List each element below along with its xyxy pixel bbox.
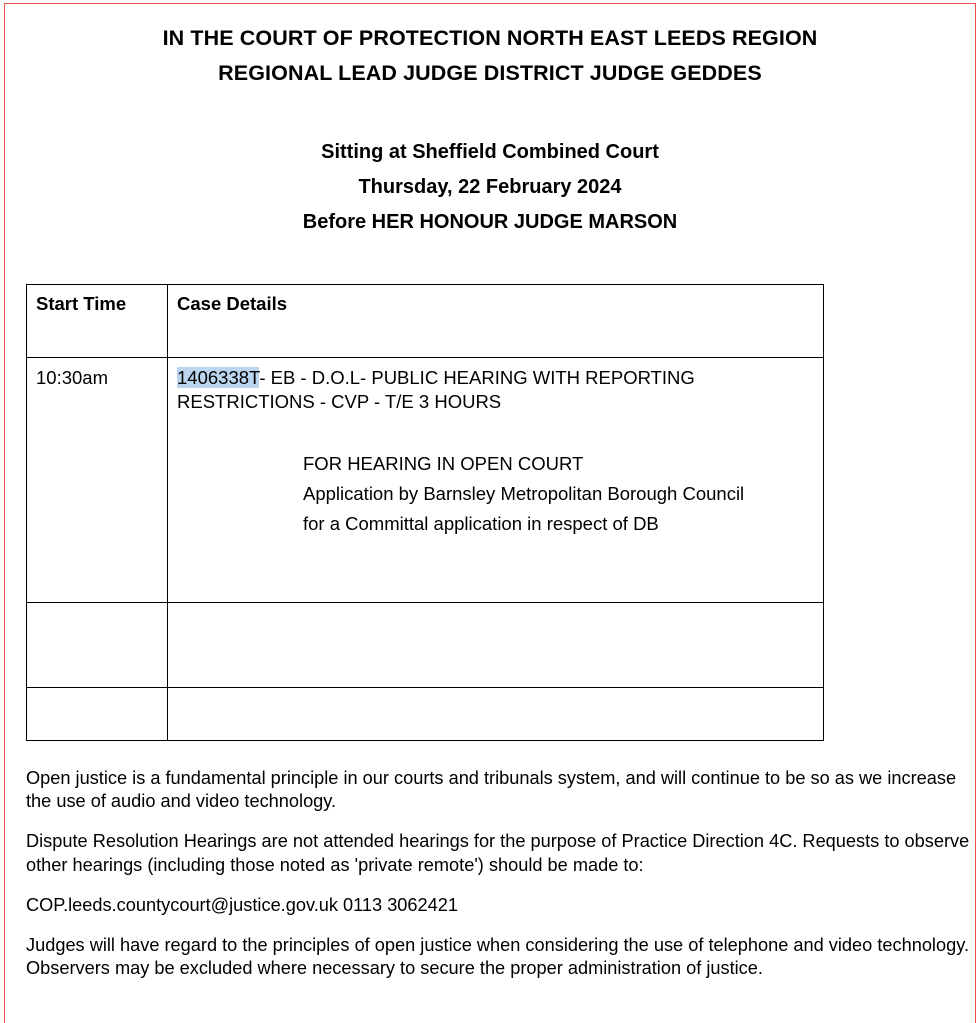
court-heading-line-2: REGIONAL LEAD JUDGE DISTRICT JUDGE GEDDES bbox=[218, 61, 762, 86]
court-heading bbox=[26, 22, 954, 91]
court-heading-line-1: IN THE COURT OF PROTECTION NORTH EAST LEEDS REGION bbox=[162, 26, 818, 50]
sitting-date: Thursday, 22 February 2024 bbox=[358, 175, 622, 198]
table-row bbox=[27, 602, 824, 687]
open-court-line-2: Application by Barnsley Metropolitan Borough Council bbox=[303, 482, 745, 504]
case-title-line-2: RESTRICTIONS - CVP - T/E 3 HOURS bbox=[177, 391, 502, 413]
table-header-row bbox=[27, 284, 824, 357]
case-title-line-1 bbox=[177, 366, 814, 391]
table-row bbox=[27, 357, 824, 602]
case-reference-highlight[interactable]: 1406338T bbox=[177, 366, 260, 388]
open-court-details bbox=[177, 449, 814, 539]
sitting-venue: Sitting at Sheffield Combined Court bbox=[321, 140, 659, 163]
column-header-start-time: Start Time bbox=[27, 284, 168, 357]
note-paragraph-1: Open justice is a fundamental principle in our courts and tribunals system, and will continue to be so as we increase the use of audio and video technology. bbox=[26, 767, 957, 811]
note-paragraph-4: Judges will have regard to the principles of open justice when considering the use of telephone and video technology. Observers may be excluded where necessary to secure the proper administration of justice. bbox=[26, 935, 969, 979]
cell-start-time: 10:30am bbox=[27, 357, 168, 602]
note-paragraph-2: Dispute Resolution Hearings are not attended hearings for the purpose of Practice Direction 4C. Requests to observe other hearings (including those noted as 'private remote') should be made to: bbox=[26, 831, 970, 875]
cell-case-details bbox=[168, 357, 824, 602]
cell-case-details bbox=[168, 687, 824, 740]
cell-start-time bbox=[27, 687, 168, 740]
case-title-remainder: - EB - D.O.L- PUBLIC HEARING WITH REPORTING bbox=[259, 366, 695, 388]
column-header-case-details: Case Details bbox=[168, 284, 824, 357]
table-row bbox=[27, 687, 824, 740]
open-court-line-3: for a Committal application in respect of DB bbox=[303, 512, 659, 534]
sitting-details bbox=[26, 135, 954, 240]
heading-spacer bbox=[26, 91, 954, 135]
open-court-line-1: FOR HEARING IN OPEN COURT bbox=[303, 452, 584, 474]
hearing-list-table bbox=[26, 284, 824, 741]
cell-case-details bbox=[168, 602, 824, 687]
note-contact-details: COP.leeds.countycourt@justice.gov.uk 0113 3062421 bbox=[26, 894, 458, 915]
sitting-judge: Before HER HONOUR JUDGE MARSON bbox=[302, 210, 678, 233]
cell-start-time bbox=[27, 602, 168, 687]
open-justice-notes bbox=[26, 767, 970, 981]
